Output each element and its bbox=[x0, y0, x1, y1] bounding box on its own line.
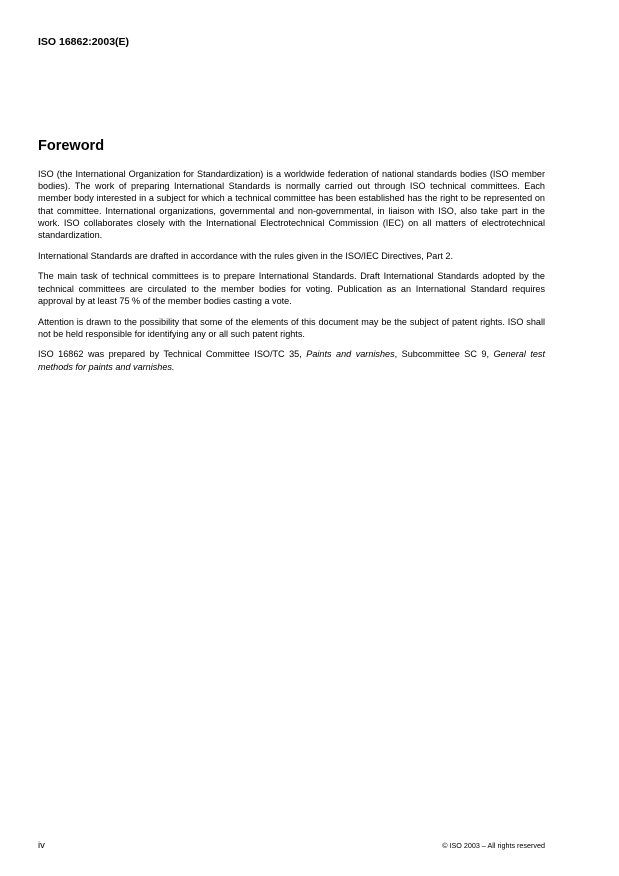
paragraph-iso-intro: ISO (the International Organization for Standardization) is a worldwide federation of national standards bodies (ISO member bodies). The work of preparing International Standards is normally carried out through ISO technical committees. Each member body interested in a subject for which a technical committee has been established has the right to be represented on that committee. International organizations, governmental and non-governmental, in liaison with ISO, also take part in the work. ISO collaborates closely with the International Electrotechnical Commission (IEC) on all matters of electrotechnical standardization. bbox=[38, 169, 545, 241]
paragraph-directives: International Standards are drafted in accordance with the rules given in the ISO/IEC Directives, Part 2. bbox=[38, 250, 453, 261]
paragraph-main-task: The main task of technical committees is to prepare International Standards. Draft International Standards adopted by the technical committees are circulated to the member bodies for voting. Publication as an International Standard requires approval by at least 75 % of the member bodies casting a vote. bbox=[38, 271, 545, 306]
committee-name: Paints and varnishes bbox=[306, 349, 395, 360]
prepared-by-text-2: , Subcommittee SC 9, bbox=[394, 349, 494, 360]
section-title: Foreword bbox=[38, 138, 105, 154]
prepared-by-text-1: ISO 16862 was prepared by Technical Committee ISO/TC 35, bbox=[38, 349, 307, 360]
document-id-header: ISO 16862:2003(E) bbox=[38, 36, 130, 48]
page-number: iv bbox=[38, 840, 45, 851]
foreword-body bbox=[38, 168, 545, 381]
paragraph-prepared-by bbox=[38, 348, 545, 372]
copyright-notice: © ISO 2003 – All rights reserved bbox=[442, 841, 545, 850]
paragraph-patent: Attention is drawn to the possibility that some of the elements of this document may be the subject of patent rights. ISO shall not be held responsible for identifying any or all such patent rights. bbox=[38, 316, 545, 339]
subcommittee-name: General test methods for paints and varnishes. bbox=[38, 349, 545, 372]
